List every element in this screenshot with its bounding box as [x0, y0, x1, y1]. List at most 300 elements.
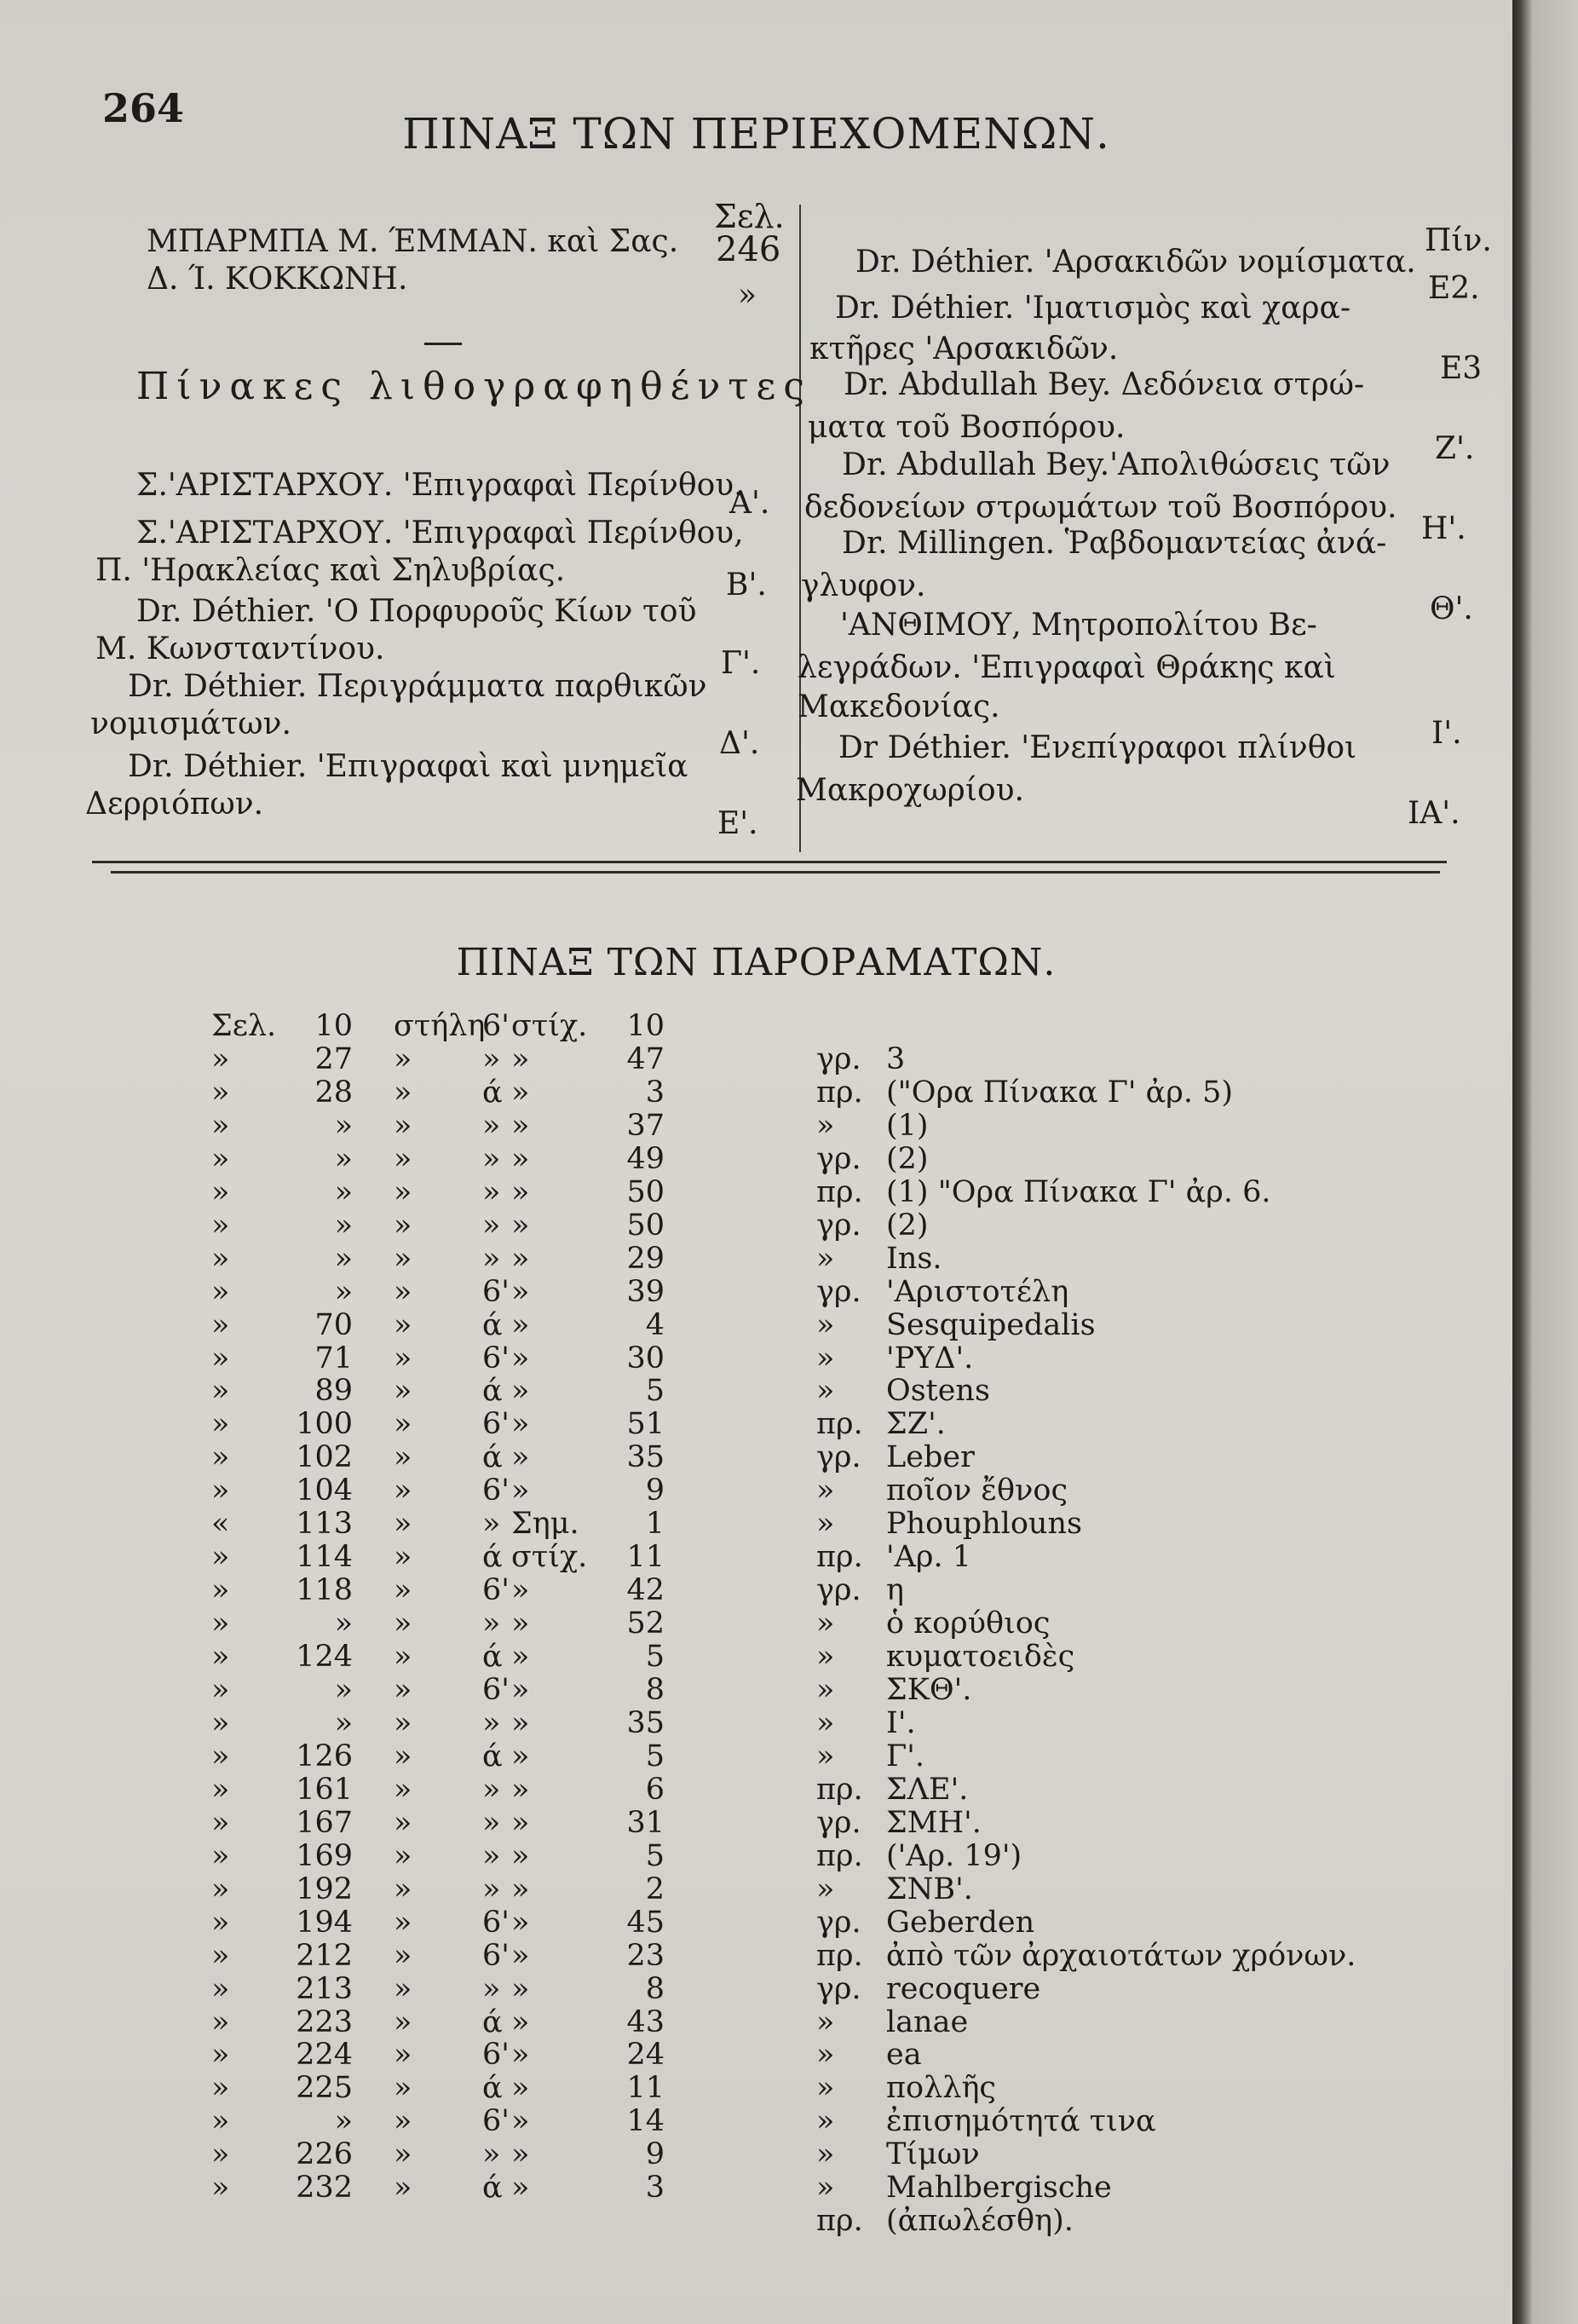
errata-sel: » [211, 1839, 230, 1873]
errata-column: » [482, 1208, 501, 1243]
errata-correction: (2) [886, 1142, 929, 1176]
errata-page: 28 [314, 1075, 353, 1110]
errata-line-word: » [511, 1906, 530, 1940]
plate-entry-line: Π. 'Ηρακλείας καὶ Σηλυβρίας. [95, 553, 566, 588]
errata-sel: » [211, 1706, 230, 1740]
errata-column: ά [482, 1075, 503, 1110]
errata-line: 1 [645, 1507, 665, 1541]
plate-entry-line: Dr. Déthier. 'Ο Πορφυροῦς Κίων τοῦ [136, 594, 697, 629]
errata-page: 27 [314, 1042, 353, 1076]
errata-line: 37 [626, 1109, 665, 1143]
contents-entry-page: 246 [716, 230, 781, 269]
errata-line-word: » [511, 2104, 530, 2138]
errata-correction: Mahlbergische [886, 2171, 1112, 2205]
errata-column: » [482, 1972, 501, 2006]
errata-line: 4 [645, 1308, 665, 1342]
errata-column: » [482, 1042, 501, 1076]
errata-line-word: » [511, 1208, 530, 1243]
errata-sel: » [211, 1109, 230, 1143]
errata-page: 118 [296, 1573, 353, 1607]
errata-line: 51 [626, 1407, 665, 1441]
errata-column-word: » [394, 1507, 412, 1541]
errata-line: 31 [626, 1806, 665, 1840]
errata-sel: » [211, 1972, 230, 2006]
errata-correction: recoquere [886, 1972, 1041, 2006]
plate-number: Η'. [1421, 511, 1466, 546]
errata-sel: » [211, 1142, 230, 1176]
errata-sel: » [211, 1407, 230, 1441]
contents-entry-line: Μακεδονίας. [798, 689, 1000, 724]
errata-kind: γρ. [816, 1275, 861, 1309]
errata-correction: ΣΜΗ'. [886, 1806, 982, 1840]
contents-entry-line: Μακροχωρίου. [796, 773, 1024, 808]
errata-kind: » [816, 1473, 835, 1508]
plate-entry-line: Σ.'ΑΡΙΣΤΑΡΧΟΥ. 'Επιγραφαὶ Περίνθου, [136, 516, 744, 551]
errata-line: 43 [626, 2005, 665, 2039]
errata-kind: γρ. [816, 1440, 861, 1474]
errata-sel: » [211, 1606, 230, 1641]
errata-correction: Sesquipedalis [886, 1308, 1096, 1342]
errata-line: 9 [645, 2137, 665, 2171]
errata-line: 10 [626, 1009, 665, 1043]
errata-line: 2 [645, 1872, 665, 1906]
errata-page: 100 [296, 1407, 353, 1441]
errata-line-word: » [511, 1640, 530, 1674]
errata-line-word: » [511, 2005, 530, 2039]
errata-sel: » [211, 1308, 230, 1342]
errata-page: 89 [314, 1374, 353, 1408]
errata-column-word: » [394, 1175, 412, 1209]
errata-line-word: » [511, 1673, 530, 1707]
errata-kind: πρ. [816, 1939, 863, 1973]
errata-line: 9 [645, 1473, 665, 1508]
plate-entry-line: Dr. Déthier. 'Επιγραφαὶ καὶ μνημεῖα [128, 749, 688, 784]
errata-sel: » [211, 1939, 230, 1973]
errata-column: » [482, 2137, 501, 2171]
errata-kind: πρ. [816, 2204, 863, 2238]
errata-column-word: » [394, 1806, 412, 1840]
errata-column-word: » [394, 1839, 412, 1873]
errata-column-word: » [394, 1939, 412, 1973]
errata-page: » [334, 1109, 353, 1143]
errata-page: » [334, 1275, 353, 1309]
errata-kind: γρ. [816, 1806, 861, 1840]
errata-column-word: » [394, 1739, 412, 1773]
errata-sel: » [211, 2104, 230, 2138]
errata-line-word: » [511, 2171, 530, 2205]
errata-line: 5 [645, 1640, 665, 1674]
plate-number: Α'. [729, 486, 770, 521]
errata-line-word: » [511, 2038, 530, 2072]
errata-line-word: » [511, 1075, 530, 1110]
errata-kind: » [816, 2038, 835, 2072]
errata-line-word: » [511, 1606, 530, 1641]
errata-correction: ea [886, 2038, 922, 2072]
errata-kind: πρ. [816, 1773, 863, 1807]
errata-title: ΠΙΝΑΞ ΤΩΝ ΠΑΡΟΡΑΜΑΤΩΝ. [456, 941, 1057, 984]
errata-kind: » [816, 1374, 835, 1408]
errata-kind: πρ. [816, 1175, 863, 1209]
errata-page: 194 [296, 1906, 353, 1940]
errata-kind: πρ. [816, 1075, 863, 1110]
errata-page: 71 [314, 1341, 353, 1375]
errata-sel: » [211, 1208, 230, 1243]
errata-kind: γρ. [816, 1573, 861, 1607]
errata-column-word: » [394, 1407, 412, 1441]
contents-entry-line: λεγράδων. 'Επιγραφαὶ Θράκης καὶ [798, 650, 1336, 685]
errata-kind: » [816, 2171, 835, 2205]
errata-line: 23 [626, 1939, 665, 1973]
errata-line-word: » [511, 1440, 530, 1474]
errata-line-word: » [511, 1872, 530, 1906]
errata-sel: Σελ. [211, 1009, 277, 1043]
errata-line: 14 [626, 2104, 665, 2138]
errata-column-word: » [394, 2005, 412, 2039]
errata-correction: ΣΚΘ'. [886, 1673, 972, 1707]
errata-line-word: στίχ. [511, 1540, 588, 1574]
errata-correction: (ἀπωλέσθη). [886, 2204, 1074, 2238]
contents-entry-line: Dr Déthier. 'Ενεπίγραφοι πλίνθοι [838, 730, 1357, 765]
errata-kind: » [816, 1109, 835, 1143]
errata-line: 50 [626, 1208, 665, 1243]
errata-column: » [482, 1872, 501, 1906]
errata-column: 6' [482, 2038, 510, 2072]
errata-kind: » [816, 2071, 835, 2105]
errata-kind: » [816, 1640, 835, 1674]
errata-page: » [334, 1175, 353, 1209]
errata-line-word: » [511, 1374, 530, 1408]
errata-line-word: » [511, 2137, 530, 2171]
contents-entry-line: γλυφον. [801, 568, 926, 603]
errata-column: 6' [482, 1341, 510, 1375]
errata-kind: » [816, 1606, 835, 1641]
contents-entry-line: ματα τοῦ Βοσπόρου. [808, 410, 1126, 445]
errata-sel: » [211, 1042, 230, 1076]
errata-line: 50 [626, 1175, 665, 1209]
plate-number: Ι'. [1431, 716, 1462, 751]
section-rule [92, 861, 1447, 863]
errata-kind: » [816, 1308, 835, 1342]
errata-line: 52 [626, 1606, 665, 1641]
plate-number: Β'. [726, 568, 767, 603]
errata-column-word: » [394, 1573, 412, 1607]
plate-number: Ζ'. [1435, 431, 1475, 466]
errata-line: 35 [626, 1706, 665, 1740]
errata-column-word: » [394, 1275, 412, 1309]
errata-sel: » [211, 2171, 230, 2205]
errata-line-word: » [511, 1341, 530, 1375]
errata-column: ά [482, 1440, 503, 1474]
errata-page: 224 [296, 2038, 353, 2072]
errata-page: » [334, 1242, 353, 1276]
errata-kind: » [816, 1673, 835, 1707]
errata-line: 6 [645, 1773, 665, 1807]
errata-sel: » [211, 1573, 230, 1607]
errata-correction: ἐπισημότητά τινα [886, 2104, 1156, 2138]
errata-line: 3 [645, 2171, 665, 2205]
plate-entry-line: Σ.'ΑΡΙΣΤΑΡΧΟΥ. 'Επιγραφαὶ Περίνθου. [136, 468, 744, 503]
errata-column: ά [482, 1374, 503, 1408]
errata-column: » [482, 1109, 501, 1143]
errata-line-word: » [511, 1407, 530, 1441]
errata-sel: » [211, 2071, 230, 2105]
errata-column: 6' [482, 1673, 510, 1707]
errata-line: 11 [626, 1540, 665, 1574]
errata-line: 8 [645, 1673, 665, 1707]
errata-correction: πολλῆς [886, 2071, 997, 2105]
errata-column: » [482, 1706, 501, 1740]
errata-line: 49 [626, 1142, 665, 1176]
errata-sel: » [211, 2137, 230, 2171]
errata-line-word: στίχ. [511, 1009, 588, 1043]
errata-correction: 'ΡΥΔ'. [886, 1341, 974, 1375]
contents-entry-line: ΜΠΑΡΜΠΑ Μ. ΈΜΜΑΝ. καὶ Σας. [147, 224, 679, 259]
errata-page: 114 [296, 1540, 353, 1574]
errata-line: 42 [626, 1573, 665, 1607]
errata-line: 5 [645, 1374, 665, 1408]
errata-column-word: » [394, 1142, 412, 1176]
errata-column: » [482, 1242, 501, 1276]
contents-entry-line: Δ. Ί. ΚΟΚΚΩΝΗ. [147, 262, 408, 297]
errata-line: 24 [626, 2038, 665, 2072]
errata-correction: (2) [886, 1208, 929, 1243]
errata-page: 223 [296, 2005, 353, 2039]
errata-column-word: » [394, 2171, 412, 2205]
contents-entry-line: 'ΑΝΘΙΜΟΥ, Μητροπολίτου Βε- [840, 608, 1317, 643]
errata-page: » [334, 1606, 353, 1641]
errata-sel: » [211, 1175, 230, 1209]
page-title: ΠΙΝΑΞ ΤΩΝ ΠΕΡΙΕΧΟΜΕΝΩΝ. [402, 109, 1110, 159]
errata-correction: (1) [886, 1109, 929, 1143]
errata-correction: lanae [886, 2005, 969, 2039]
errata-line-word: » [511, 1773, 530, 1807]
errata-page: » [334, 2104, 353, 2138]
errata-column: » [482, 1142, 501, 1176]
errata-line-word: » [511, 1972, 530, 2006]
errata-sel: » [211, 1242, 230, 1276]
errata-column-word: » [394, 1540, 412, 1574]
errata-kind: πρ. [816, 1407, 863, 1441]
contents-entry-line: Dr. Millingen. Ῥαβδομαντείας ἀνά- [842, 526, 1387, 561]
errata-page: 124 [296, 1640, 353, 1674]
contents-entry-line: Dr. Déthier. 'Ιματισμὸς καὶ χαρα- [835, 291, 1351, 326]
errata-column-word: » [394, 1440, 412, 1474]
plate-entry-line: Δερριόπων. [85, 787, 264, 822]
errata-kind: γρ. [816, 1208, 861, 1243]
errata-column-word: » [394, 1109, 412, 1143]
separator-dash [424, 343, 462, 345]
errata-correction: (1) "Ορα Πίνακα Γ' ἀρ. 6. [886, 1175, 1271, 1209]
errata-correction: κυματοειδὲς [886, 1640, 1075, 1674]
errata-line-word: Σημ. [511, 1507, 579, 1541]
errata-page: 102 [296, 1440, 353, 1474]
contents-entry-line: δεδονείων στρωμάτων τοῦ Βοσπόρου. [804, 490, 1397, 525]
errata-column: ά [482, 2005, 503, 2039]
errata-column: ά [482, 1739, 503, 1773]
errata-column-word: » [394, 1075, 412, 1110]
errata-sel: » [211, 2005, 230, 2039]
errata-kind: γρ. [816, 1972, 861, 2006]
contents-entry-line: Dr. Abdullah Bey. Δεδόνεια στρώ- [844, 367, 1365, 402]
errata-page: » [334, 1706, 353, 1740]
errata-line-word: » [511, 1175, 530, 1209]
errata-column-word: » [394, 1640, 412, 1674]
errata-column-word: » [394, 1673, 412, 1707]
errata-line-word: » [511, 1242, 530, 1276]
book-spine [1512, 0, 1578, 2324]
errata-sel: » [211, 1906, 230, 1940]
errata-sel: » [211, 1374, 230, 1408]
errata-correction: Ostens [886, 1374, 990, 1408]
errata-column: 6' [482, 1573, 510, 1607]
errata-column: 6' [482, 1939, 510, 1973]
errata-column: 6' [482, 1473, 510, 1508]
errata-column-word: » [394, 1706, 412, 1740]
plate-entry-line: Μ. Κωνσταντίνου. [95, 631, 385, 666]
contents-plate-label: Πίν. [1425, 223, 1492, 258]
errata-correction: η [886, 1573, 904, 1607]
errata-column: » [482, 1773, 501, 1807]
errata-sel: » [211, 1440, 230, 1474]
errata-column-word: » [394, 1208, 412, 1243]
errata-page: 70 [314, 1308, 353, 1342]
errata-column-word: » [394, 1606, 412, 1641]
errata-correction: Τίμων [886, 2137, 980, 2171]
errata-kind: » [816, 1242, 835, 1276]
errata-line-word: » [511, 1308, 530, 1342]
plate-number: Θ'. [1430, 591, 1473, 626]
errata-column-word: » [394, 1374, 412, 1408]
errata-correction: 'Αριστοτέλη [886, 1275, 1069, 1309]
plate-number: Δ'. [719, 726, 760, 761]
errata-kind: » [816, 1341, 835, 1375]
errata-column-word: » [394, 2104, 412, 2138]
errata-correction: Ι'. [886, 1706, 916, 1740]
errata-line-word: » [511, 2071, 530, 2105]
errata-correction: ΣΝΒ'. [886, 1872, 973, 1906]
errata-correction: ΣΛΕ'. [886, 1773, 969, 1807]
errata-correction: ὁ κορύθιος [886, 1606, 1051, 1641]
errata-column-word: » [394, 1042, 412, 1076]
errata-sel: « [211, 1507, 230, 1541]
contents-entry-line: Dr. Abdullah Bey.'Απολιθώσεις τῶν [842, 447, 1391, 482]
errata-line: 5 [645, 1839, 665, 1873]
section-heading: Πίνακες λιθογραφηθέντες [136, 365, 812, 408]
errata-kind: » [816, 2137, 835, 2171]
errata-line-word: » [511, 1706, 530, 1740]
errata-kind: » [816, 2104, 835, 2138]
errata-column-word: » [394, 1972, 412, 2006]
errata-page: 113 [296, 1507, 353, 1541]
errata-correction: Γ'. [886, 1739, 925, 1773]
errata-line-word: » [511, 1042, 530, 1076]
errata-line-word: » [511, 1473, 530, 1508]
contents-entry-page: » [738, 278, 757, 313]
errata-column: 6' [482, 1009, 510, 1043]
errata-correction: Leber [886, 1440, 975, 1474]
errata-correction: Geberden [886, 1906, 1035, 1940]
errata-column: 6' [482, 1275, 510, 1309]
errata-column-word: » [394, 2137, 412, 2171]
contents-entry-line: κτῆρες 'Αρσακιδῶν. [809, 332, 1119, 366]
errata-sel: » [211, 1673, 230, 1707]
errata-column: ά [482, 1640, 503, 1674]
errata-sel: » [211, 1739, 230, 1773]
errata-sel: » [211, 1773, 230, 1807]
errata-correction: ἀπὸ τῶν ἀρχαιοτάτων χρόνων. [886, 1939, 1356, 1973]
errata-kind: γρ. [816, 1906, 861, 1940]
errata-line: 3 [645, 1075, 665, 1110]
errata-sel: » [211, 1341, 230, 1375]
errata-column: » [482, 1175, 501, 1209]
errata-column: ά [482, 2071, 503, 2105]
section-rule [111, 871, 1440, 874]
errata-column: » [482, 1839, 501, 1873]
contents-page-label: Σελ. [714, 198, 785, 235]
errata-line: 29 [626, 1242, 665, 1276]
errata-column-word: » [394, 1308, 412, 1342]
errata-correction: Ins. [886, 1242, 942, 1276]
errata-page: 213 [296, 1972, 353, 2006]
errata-sel: » [211, 1473, 230, 1508]
errata-kind: » [816, 1872, 835, 1906]
errata-column: 6' [482, 1407, 510, 1441]
errata-column-word: » [394, 2071, 412, 2105]
column-divider [799, 205, 801, 852]
errata-page: 232 [296, 2171, 353, 2205]
errata-column-word: » [394, 1906, 412, 1940]
errata-line: 47 [626, 1042, 665, 1076]
errata-page: 126 [296, 1739, 353, 1773]
errata-line: 35 [626, 1440, 665, 1474]
errata-page: 226 [296, 2137, 353, 2171]
page-number: 264 [102, 85, 185, 131]
errata-sel: » [211, 1075, 230, 1110]
errata-kind: πρ. [816, 1540, 863, 1574]
errata-column-word: » [394, 1473, 412, 1508]
errata-column-word: » [394, 1242, 412, 1276]
errata-kind: πρ. [816, 1839, 863, 1873]
errata-page: 161 [296, 1773, 353, 1807]
errata-line-word: » [511, 1109, 530, 1143]
errata-line-word: » [511, 1275, 530, 1309]
errata-line-word: » [511, 1806, 530, 1840]
errata-sel: » [211, 1275, 230, 1309]
errata-page: 167 [296, 1806, 353, 1840]
errata-page: 212 [296, 1939, 353, 1973]
errata-line-word: » [511, 1573, 530, 1607]
errata-correction: 3 [886, 1042, 906, 1076]
errata-line-word: » [511, 1739, 530, 1773]
errata-page: » [334, 1142, 353, 1176]
errata-column: ά [482, 1308, 503, 1342]
errata-page: » [334, 1673, 353, 1707]
errata-correction: ('Αρ. 19') [886, 1839, 1022, 1873]
errata-column: » [482, 1806, 501, 1840]
plate-number: ΙΑ'. [1408, 796, 1460, 831]
errata-column-word: » [394, 1872, 412, 1906]
errata-column: » [482, 1606, 501, 1641]
errata-column-word: στήλη [394, 1009, 486, 1043]
errata-correction: ("Ορα Πίνακα Γ' ἀρ. 5) [886, 1075, 1233, 1110]
errata-column-word: » [394, 1341, 412, 1375]
errata-page: 192 [296, 1872, 353, 1906]
errata-column-word: » [394, 2038, 412, 2072]
errata-line: 39 [626, 1275, 665, 1309]
errata-page: 169 [296, 1839, 353, 1873]
errata-line-word: » [511, 1939, 530, 1973]
errata-kind: » [816, 1739, 835, 1773]
